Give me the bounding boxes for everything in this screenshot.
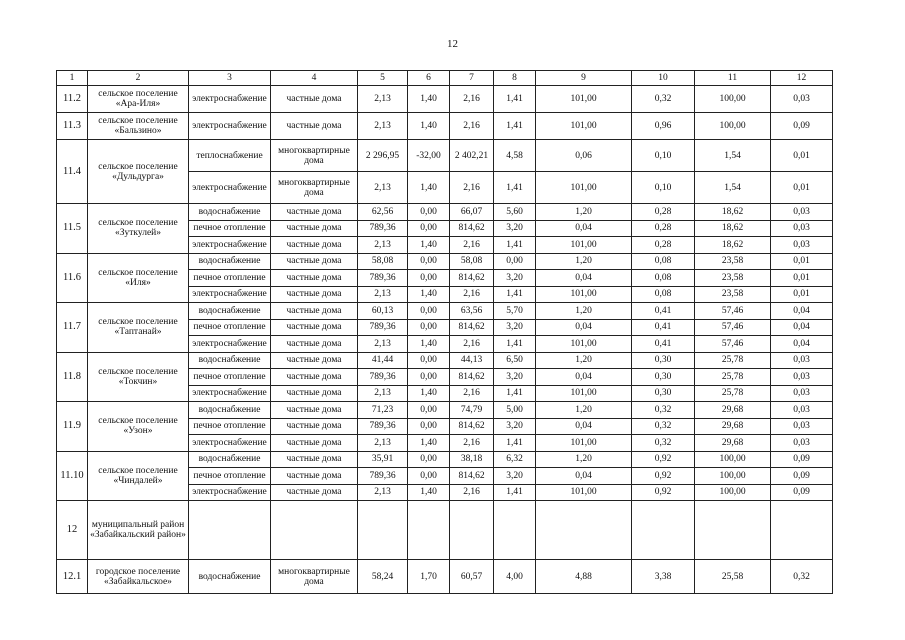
service-type: электроснабжение — [189, 286, 271, 303]
value-col5: 2,13 — [358, 435, 408, 452]
settlement-name: сельское поселение «Иля» — [88, 253, 189, 303]
value-col9: 101,00 — [536, 385, 632, 402]
housing-type: частные дома — [271, 204, 358, 221]
table-row — [57, 303, 833, 320]
value-col7: 814,62 — [450, 319, 494, 336]
value-col9: 0,04 — [536, 468, 632, 485]
value-col8: 6,32 — [494, 451, 536, 468]
value-col8: 5,70 — [494, 303, 536, 320]
value-col7: 44,13 — [450, 352, 494, 369]
value-col11: 100,00 — [695, 451, 771, 468]
value-col6: 0,00 — [408, 253, 450, 270]
value-col12: 0,03 — [771, 369, 833, 386]
value-col10: 0,08 — [632, 286, 695, 303]
value-col7: 2,16 — [450, 113, 494, 140]
value-col10: 0,10 — [632, 172, 695, 204]
value-col8: 4,58 — [494, 140, 536, 172]
housing-type: многоквартирные дома — [271, 560, 358, 594]
value-col8: 1,41 — [494, 113, 536, 140]
value-col10: 0,32 — [632, 435, 695, 452]
value-col11: 18,62 — [695, 220, 771, 237]
value-col11 — [695, 501, 771, 560]
value-col8: 1,41 — [494, 172, 536, 204]
value-col12 — [771, 501, 833, 560]
column-header: 4 — [271, 71, 358, 86]
row-number: 11.9 — [57, 402, 88, 452]
value-col5: 789,36 — [358, 468, 408, 485]
value-col9: 1,20 — [536, 451, 632, 468]
value-col7: 2,16 — [450, 435, 494, 452]
value-col11: 57,46 — [695, 303, 771, 320]
value-col6: 0,00 — [408, 319, 450, 336]
value-col8: 3,20 — [494, 270, 536, 287]
row-number: 11.8 — [57, 352, 88, 402]
column-header: 1 — [57, 71, 88, 86]
housing-type: многоквартирные дома — [271, 172, 358, 204]
row-number: 11.6 — [57, 253, 88, 303]
value-col6: -32,00 — [408, 140, 450, 172]
value-col7: 2,16 — [450, 385, 494, 402]
housing-type: частные дома — [271, 369, 358, 386]
value-col5: 2,13 — [358, 484, 408, 501]
settlement-name: сельское поселение «Дульдурга» — [88, 140, 189, 204]
value-col5: 58,08 — [358, 253, 408, 270]
value-col10: 0,92 — [632, 484, 695, 501]
settlement-name: сельское поселение «Таптанай» — [88, 303, 189, 353]
housing-type: частные дома — [271, 385, 358, 402]
row-number: 12.1 — [57, 560, 88, 594]
value-col5: 789,36 — [358, 369, 408, 386]
value-col7: 814,62 — [450, 220, 494, 237]
value-col11: 29,68 — [695, 435, 771, 452]
value-col12: 0,01 — [771, 253, 833, 270]
row-number: 11.5 — [57, 204, 88, 254]
value-col12: 0,03 — [771, 237, 833, 254]
value-col6: 1,40 — [408, 113, 450, 140]
settlement-name: сельское поселение «Токчин» — [88, 352, 189, 402]
value-col9: 0,04 — [536, 418, 632, 435]
value-col5: 35,91 — [358, 451, 408, 468]
value-col6: 1,40 — [408, 435, 450, 452]
column-header: 11 — [695, 71, 771, 86]
value-col8: 5,00 — [494, 402, 536, 419]
service-type: электроснабжение — [189, 172, 271, 204]
value-col11: 100,00 — [695, 86, 771, 113]
service-type: электроснабжение — [189, 385, 271, 402]
row-number: 12 — [57, 501, 88, 560]
service-type: водоснабжение — [189, 402, 271, 419]
value-col5: 789,36 — [358, 418, 408, 435]
service-type: печное отопление — [189, 319, 271, 336]
value-col6: 0,00 — [408, 270, 450, 287]
value-col7: 2,16 — [450, 336, 494, 353]
value-col9: 101,00 — [536, 172, 632, 204]
service-type: печное отопление — [189, 270, 271, 287]
value-col11: 23,58 — [695, 270, 771, 287]
value-col10: 0,10 — [632, 140, 695, 172]
housing-type: частные дома — [271, 336, 358, 353]
value-col5: 2,13 — [358, 86, 408, 113]
value-col12: 0,04 — [771, 303, 833, 320]
value-col5 — [358, 501, 408, 560]
value-col10: 0,28 — [632, 237, 695, 254]
value-col6: 1,40 — [408, 86, 450, 113]
value-col10 — [632, 501, 695, 560]
value-col11: 100,00 — [695, 113, 771, 140]
value-col7: 814,62 — [450, 418, 494, 435]
settlement-name: городское поселение «Забайкальское» — [88, 560, 189, 594]
value-col9: 101,00 — [536, 286, 632, 303]
value-col9: 101,00 — [536, 86, 632, 113]
table-row — [57, 451, 833, 468]
value-col10: 0,41 — [632, 303, 695, 320]
value-col11: 18,62 — [695, 237, 771, 254]
value-col6: 0,00 — [408, 468, 450, 485]
value-col8: 0,00 — [494, 253, 536, 270]
value-col7: 2 402,21 — [450, 140, 494, 172]
value-col10: 0,96 — [632, 113, 695, 140]
housing-type: частные дома — [271, 352, 358, 369]
row-number: 11.7 — [57, 303, 88, 353]
housing-type: частные дома — [271, 418, 358, 435]
value-col11: 1,54 — [695, 172, 771, 204]
housing-type: частные дома — [271, 468, 358, 485]
value-col11: 23,58 — [695, 253, 771, 270]
value-col5: 2,13 — [358, 286, 408, 303]
table-row — [57, 501, 833, 560]
value-col5: 789,36 — [358, 319, 408, 336]
service-type: водоснабжение — [189, 560, 271, 594]
value-col6: 0,00 — [408, 402, 450, 419]
settlement-name: сельское поселение «Бальзино» — [88, 113, 189, 140]
housing-type: частные дома — [271, 286, 358, 303]
housing-type: частные дома — [271, 484, 358, 501]
value-col12: 0,01 — [771, 140, 833, 172]
value-col11: 23,58 — [695, 286, 771, 303]
housing-type: частные дома — [271, 237, 358, 254]
settlement-name: сельское поселение «Ара-Иля» — [88, 86, 189, 113]
housing-type: частные дома — [271, 303, 358, 320]
row-number: 11.2 — [57, 86, 88, 113]
column-header: 6 — [408, 71, 450, 86]
value-col9 — [536, 501, 632, 560]
value-col8: 6,50 — [494, 352, 536, 369]
value-col8: 1,41 — [494, 435, 536, 452]
value-col11: 18,62 — [695, 204, 771, 221]
table-row — [57, 140, 833, 172]
service-type: печное отопление — [189, 369, 271, 386]
value-col6: 1,70 — [408, 560, 450, 594]
value-col6: 1,40 — [408, 237, 450, 254]
value-col9: 0,04 — [536, 369, 632, 386]
value-col5: 789,36 — [358, 270, 408, 287]
value-col9: 0,06 — [536, 140, 632, 172]
value-col7: 2,16 — [450, 172, 494, 204]
value-col8: 1,41 — [494, 86, 536, 113]
value-col10: 0,41 — [632, 336, 695, 353]
value-col12: 0,01 — [771, 172, 833, 204]
value-col9: 101,00 — [536, 435, 632, 452]
value-col12: 0,09 — [771, 451, 833, 468]
service-type: водоснабжение — [189, 204, 271, 221]
housing-type: частные дома — [271, 435, 358, 452]
housing-type: частные дома — [271, 319, 358, 336]
service-type: электроснабжение — [189, 113, 271, 140]
value-col8: 1,41 — [494, 484, 536, 501]
housing-type: частные дома — [271, 253, 358, 270]
value-col10: 0,08 — [632, 253, 695, 270]
column-header: 2 — [88, 71, 189, 86]
value-col7: 58,08 — [450, 253, 494, 270]
value-col11: 100,00 — [695, 468, 771, 485]
row-number: 11.10 — [57, 451, 88, 501]
value-col12: 0,03 — [771, 385, 833, 402]
value-col10: 0,41 — [632, 319, 695, 336]
value-col9: 101,00 — [536, 237, 632, 254]
value-col6: 0,00 — [408, 220, 450, 237]
housing-type: частные дома — [271, 402, 358, 419]
settlement-name: муниципальный район «Забайкальский район» — [88, 501, 189, 560]
column-header: 5 — [358, 71, 408, 86]
value-col7: 814,62 — [450, 369, 494, 386]
value-col7 — [450, 501, 494, 560]
value-col6: 1,40 — [408, 286, 450, 303]
value-col12: 0,03 — [771, 352, 833, 369]
service-type: теплоснабжение — [189, 140, 271, 172]
value-col5: 789,36 — [358, 220, 408, 237]
value-col5: 41,44 — [358, 352, 408, 369]
value-col9: 101,00 — [536, 336, 632, 353]
value-col9: 1,20 — [536, 253, 632, 270]
settlement-name: сельское поселение «Узон» — [88, 402, 189, 452]
value-col11: 29,68 — [695, 402, 771, 419]
column-header: 7 — [450, 71, 494, 86]
table-row — [57, 253, 833, 270]
value-col12: 0,01 — [771, 286, 833, 303]
value-col9: 101,00 — [536, 484, 632, 501]
value-col10: 0,30 — [632, 369, 695, 386]
value-col10: 0,92 — [632, 451, 695, 468]
value-col12: 0,03 — [771, 86, 833, 113]
value-col9: 1,20 — [536, 303, 632, 320]
table-row — [57, 204, 833, 221]
value-col6: 0,00 — [408, 204, 450, 221]
service-type: электроснабжение — [189, 336, 271, 353]
value-col7: 66,07 — [450, 204, 494, 221]
value-col11: 25,58 — [695, 560, 771, 594]
service-type: электроснабжение — [189, 237, 271, 254]
table-row — [57, 352, 833, 369]
value-col8: 3,20 — [494, 319, 536, 336]
header-row — [57, 71, 833, 86]
value-col11: 29,68 — [695, 418, 771, 435]
value-col9: 0,04 — [536, 220, 632, 237]
value-col7: 63,56 — [450, 303, 494, 320]
value-col11: 57,46 — [695, 319, 771, 336]
value-col9: 1,20 — [536, 204, 632, 221]
value-col7: 2,16 — [450, 237, 494, 254]
housing-type: частные дома — [271, 451, 358, 468]
value-col8: 1,41 — [494, 336, 536, 353]
settlement-name: сельское поселение «Чиндалей» — [88, 451, 189, 501]
value-col9: 4,88 — [536, 560, 632, 594]
value-col12: 0,03 — [771, 402, 833, 419]
service-type: водоснабжение — [189, 253, 271, 270]
value-col5: 2,13 — [358, 172, 408, 204]
value-col8: 1,41 — [494, 385, 536, 402]
value-col8: 3,20 — [494, 220, 536, 237]
value-col6: 1,40 — [408, 385, 450, 402]
value-col6: 0,00 — [408, 369, 450, 386]
value-col5: 58,24 — [358, 560, 408, 594]
value-col6: 1,40 — [408, 336, 450, 353]
settlement-name: сельское поселение «Зуткулей» — [88, 204, 189, 254]
value-col9: 0,04 — [536, 270, 632, 287]
table-row — [57, 113, 833, 140]
table-row — [57, 86, 833, 113]
value-col6: 0,00 — [408, 451, 450, 468]
value-col5: 2,13 — [358, 113, 408, 140]
value-col11: 25,78 — [695, 385, 771, 402]
value-col8: 3,20 — [494, 369, 536, 386]
value-col8: 1,41 — [494, 237, 536, 254]
service-type: электроснабжение — [189, 435, 271, 452]
value-col10: 0,30 — [632, 352, 695, 369]
value-col10: 0,92 — [632, 468, 695, 485]
value-col6: 0,00 — [408, 418, 450, 435]
value-col10: 0,08 — [632, 270, 695, 287]
row-number: 11.4 — [57, 140, 88, 204]
value-col5: 2,13 — [358, 336, 408, 353]
housing-type: многоквартирные дома — [271, 140, 358, 172]
value-col12: 0,03 — [771, 435, 833, 452]
value-col12: 0,09 — [771, 484, 833, 501]
value-col12: 0,03 — [771, 220, 833, 237]
value-col11: 25,78 — [695, 369, 771, 386]
housing-type — [271, 501, 358, 560]
value-col5: 2,13 — [358, 385, 408, 402]
value-col12: 0,04 — [771, 336, 833, 353]
value-col9: 0,04 — [536, 319, 632, 336]
value-col9: 1,20 — [536, 402, 632, 419]
value-col5: 2,13 — [358, 237, 408, 254]
service-type: водоснабжение — [189, 352, 271, 369]
value-col10: 0,30 — [632, 385, 695, 402]
value-col7: 814,62 — [450, 468, 494, 485]
value-col5: 71,23 — [358, 402, 408, 419]
tariff-table — [56, 70, 833, 594]
value-col12: 0,32 — [771, 560, 833, 594]
service-type: водоснабжение — [189, 451, 271, 468]
value-col7: 74,79 — [450, 402, 494, 419]
value-col9: 101,00 — [536, 113, 632, 140]
value-col11: 100,00 — [695, 484, 771, 501]
value-col11: 1,54 — [695, 140, 771, 172]
value-col6 — [408, 501, 450, 560]
service-type: печное отопление — [189, 220, 271, 237]
value-col10: 0,28 — [632, 204, 695, 221]
value-col10: 0,32 — [632, 418, 695, 435]
value-col9: 1,20 — [536, 352, 632, 369]
value-col11: 57,46 — [695, 336, 771, 353]
value-col5: 60,13 — [358, 303, 408, 320]
value-col10: 3,38 — [632, 560, 695, 594]
value-col12: 0,04 — [771, 319, 833, 336]
value-col10: 0,32 — [632, 86, 695, 113]
value-col8: 3,20 — [494, 418, 536, 435]
column-header: 10 — [632, 71, 695, 86]
service-type: электроснабжение — [189, 484, 271, 501]
value-col8 — [494, 501, 536, 560]
service-type — [189, 501, 271, 560]
value-col11: 25,78 — [695, 352, 771, 369]
service-type: водоснабжение — [189, 303, 271, 320]
column-header: 12 — [771, 71, 833, 86]
value-col10: 0,32 — [632, 402, 695, 419]
table-row — [57, 402, 833, 419]
value-col8: 1,41 — [494, 286, 536, 303]
column-header: 8 — [494, 71, 536, 86]
column-header: 9 — [536, 71, 632, 86]
value-col7: 60,57 — [450, 560, 494, 594]
housing-type: частные дома — [271, 113, 358, 140]
value-col8: 3,20 — [494, 468, 536, 485]
value-col8: 4,00 — [494, 560, 536, 594]
housing-type: частные дома — [271, 220, 358, 237]
value-col10: 0,28 — [632, 220, 695, 237]
column-header: 3 — [189, 71, 271, 86]
row-number: 11.3 — [57, 113, 88, 140]
service-type: печное отопление — [189, 418, 271, 435]
page-number: 12 — [447, 38, 458, 50]
value-col6: 0,00 — [408, 352, 450, 369]
value-col12: 0,01 — [771, 270, 833, 287]
table-row — [57, 560, 833, 594]
value-col7: 2,16 — [450, 286, 494, 303]
value-col8: 5,60 — [494, 204, 536, 221]
housing-type: частные дома — [271, 270, 358, 287]
value-col6: 1,40 — [408, 172, 450, 204]
value-col5: 62,56 — [358, 204, 408, 221]
value-col12: 0,09 — [771, 468, 833, 485]
value-col12: 0,09 — [771, 113, 833, 140]
value-col12: 0,03 — [771, 204, 833, 221]
service-type: печное отопление — [189, 468, 271, 485]
value-col7: 2,16 — [450, 86, 494, 113]
value-col5: 2 296,95 — [358, 140, 408, 172]
value-col12: 0,03 — [771, 418, 833, 435]
service-type: электроснабжение — [189, 86, 271, 113]
housing-type: частные дома — [271, 86, 358, 113]
value-col7: 814,62 — [450, 270, 494, 287]
value-col7: 38,18 — [450, 451, 494, 468]
value-col7: 2,16 — [450, 484, 494, 501]
value-col6: 1,40 — [408, 484, 450, 501]
value-col6: 0,00 — [408, 303, 450, 320]
